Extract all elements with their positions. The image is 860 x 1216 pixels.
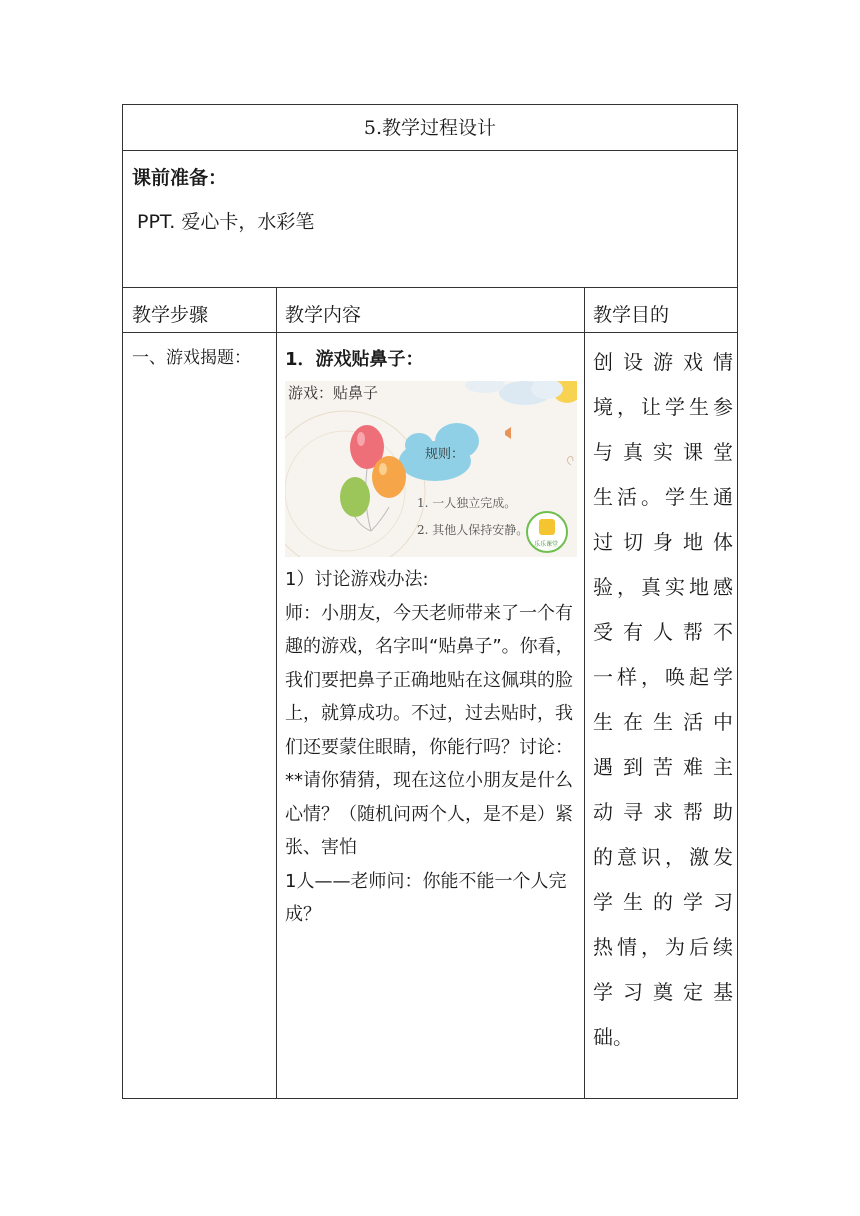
step-name: 一、游戏揭题：: [132, 348, 251, 368]
purpose-line: 生活。学生通: [593, 485, 733, 509]
content-paragraph: **请你猜猜，现在这位小朋友是什么心情？（随机问两个人，是不是）紧张、害怕: [285, 770, 573, 858]
content-paragraph: 1人——老师问：你能不能一个人完成？: [285, 870, 567, 925]
content-paragraph: 师：小朋友，今天老师带来了一个有趣的游戏，名字叫“贴鼻子”。你看，我们要把鼻子正确地贴在这佩琪的脸上，就算成功。不过，过去贴时，我们还要蒙住眼睛，你能行吗？讨论：: [285, 602, 574, 758]
purpose-line: 一样，唤起学: [593, 665, 733, 689]
content-cell: [285, 343, 579, 932]
header-step: 教学步骤: [132, 304, 209, 326]
purpose-line: 动寻求帮助: [593, 800, 733, 824]
purpose-line: 础。: [593, 1025, 633, 1049]
header-purpose: 教学目的: [593, 304, 670, 326]
purpose-line: 热情，为后续: [593, 935, 733, 959]
purpose-line: 生在生活中: [593, 710, 733, 734]
content-title: 1．游戏贴鼻子：: [285, 349, 424, 370]
content-paragraph: 1）讨论游戏办法:: [285, 569, 429, 590]
purpose-line: 与真实课堂: [593, 440, 733, 464]
lesson-table: [122, 104, 738, 1099]
purpose-cell: [593, 340, 733, 1060]
purpose-line: 创设游戏情: [593, 350, 733, 374]
purpose-line: 境，让学生参: [593, 395, 733, 419]
slide-rule-2: 2. 其他人保持安静。: [417, 523, 529, 537]
slide-rules-heading: 规则：: [425, 447, 465, 462]
column-divider: [584, 287, 585, 1098]
column-divider: [276, 287, 277, 1098]
prep-heading: 课前准备：: [132, 167, 228, 189]
purpose-line: 学习奠定基: [593, 980, 733, 1004]
purpose-line: 验，真实地感: [593, 575, 733, 599]
game-slide-image: [285, 381, 577, 557]
purpose-line: 遇到苦难主: [593, 755, 733, 779]
prep-items: PPT. 爱心卡，水彩笔: [137, 211, 315, 233]
purpose-line: 学生的学习: [593, 890, 733, 914]
slide-rule-1: 1. 一人独立完成。: [417, 496, 517, 510]
header-content: 教学内容: [285, 304, 362, 326]
purpose-line: 过切身地体: [593, 530, 733, 554]
divider: [123, 287, 737, 288]
purpose-line: 受有人帮不: [593, 620, 733, 644]
purpose-line: 的意识，激发: [593, 845, 733, 869]
slide-logo-text: 乐乐课堂: [534, 541, 559, 548]
slide-title: 游戏：贴鼻子: [288, 384, 379, 402]
section-title: 5.教学过程设计: [363, 117, 497, 139]
